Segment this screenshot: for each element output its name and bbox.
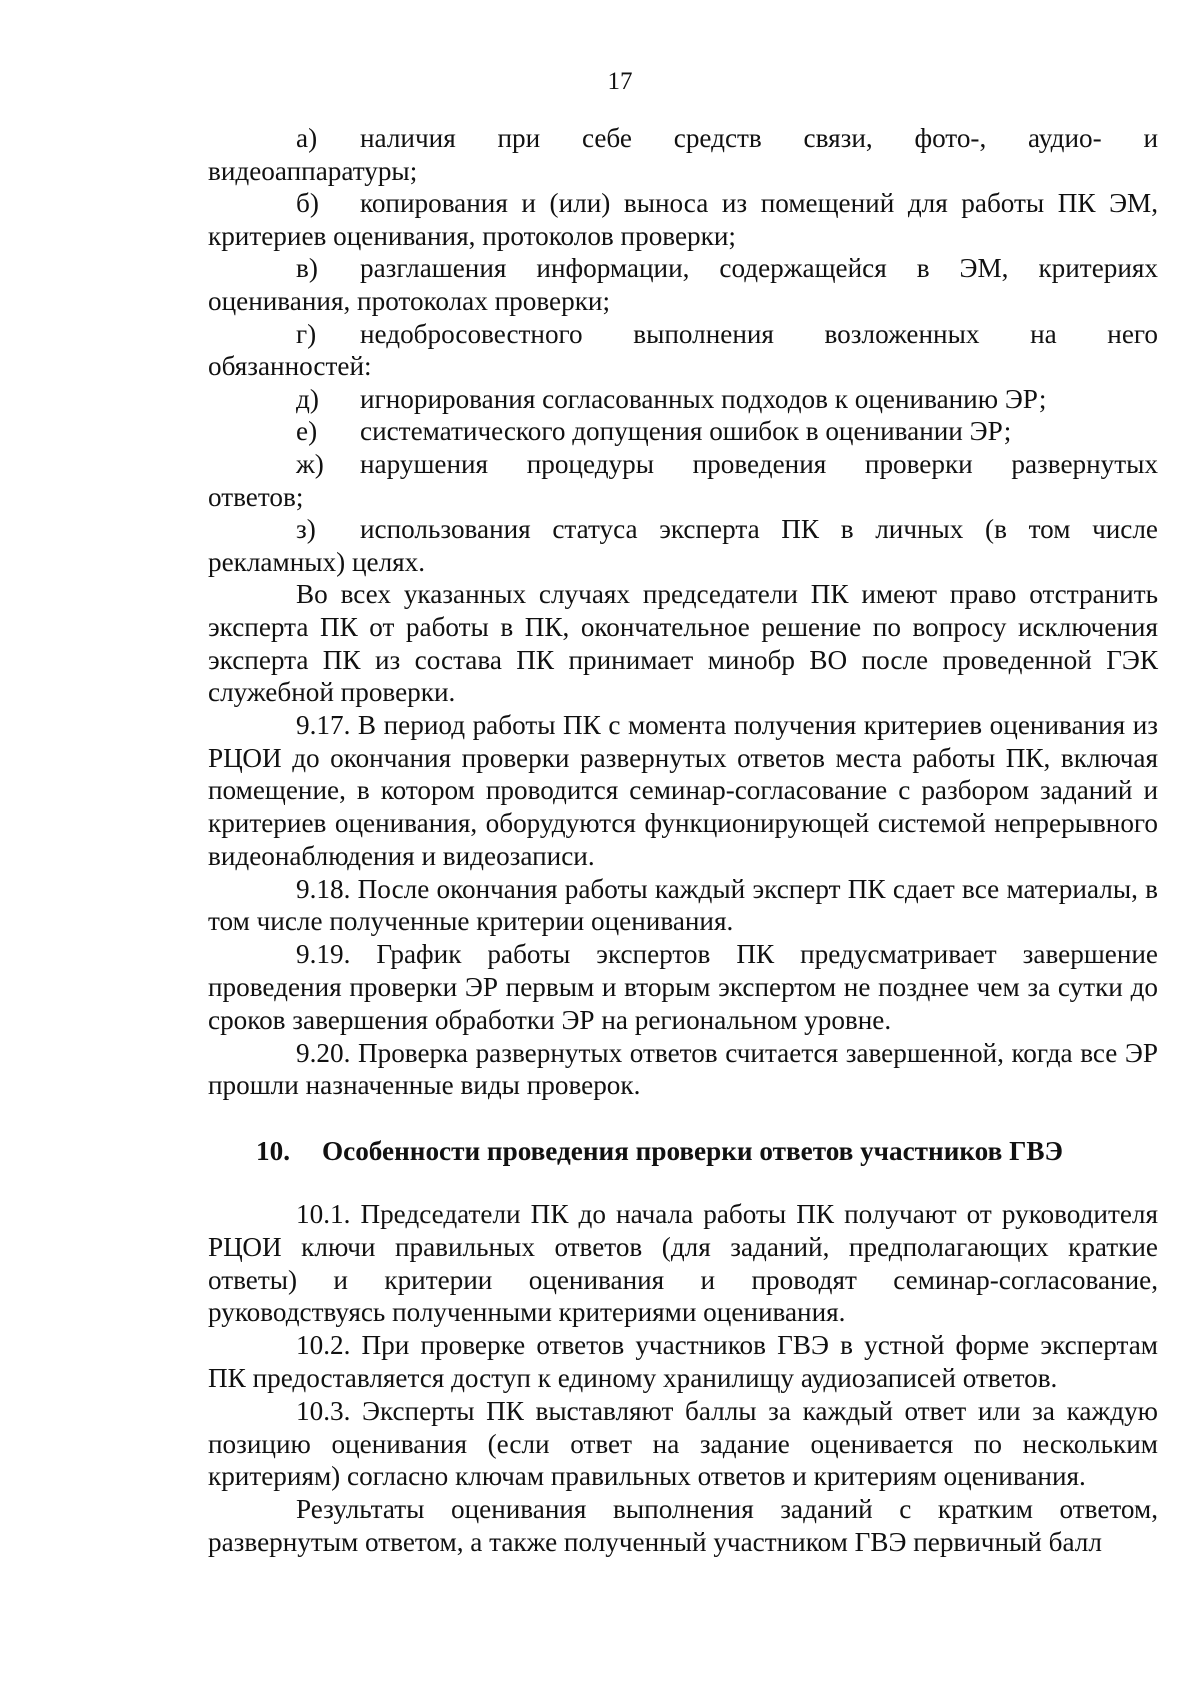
list-item — [208, 318, 1158, 383]
paragraph-results: Результаты оценивания выполнения заданий с кратким ответом, развернутым ответом, а также полученный участником ГВЭ первичный балл — [208, 1494, 1158, 1557]
list-item-text: нарушения процедуры проведения проверки развернутых — [360, 448, 1158, 479]
list-item-text: игнорирования согласованных подходов к оцениванию ЭР; — [360, 383, 1047, 414]
list-item-text: разглашения информации, содержащейся в ЭМ, критериях — [360, 253, 1158, 284]
list-item-label: а) — [296, 123, 318, 153]
paragraph-9-19: 9.19. График работы экспертов ПК предусматривает завершение проведения проверки ЭР первым и вторым экспертом не позднее чем за сутки до сроков завершения обработки ЭР на региональном уровне. — [208, 939, 1158, 1035]
list-item-continuation: видеоаппаратуры; — [208, 155, 418, 186]
list-item-label: г) — [296, 318, 317, 349]
list-item — [208, 415, 1158, 448]
list-item-continuation: ответов; — [208, 481, 304, 512]
list-item — [208, 252, 1158, 317]
paragraph-10-3: 10.3. Эксперты ПК выставляют баллы за каждый ответ или за каждую позицию оценивания (если ответ на задание оценивается по нескольким критериям) согласно ключам правильных ответов и критериям оценивания. — [208, 1395, 1158, 1492]
list-item-continuation: обязанностей: — [208, 351, 372, 382]
paragraph-9-17: 9.17. В период работы ПК с момента получения критериев оценивания из РЦОИ до окончания проверки развернутых ответов места работы ПК, включая помещение, в котором проводится семинар-согласование с разбором заданий и критериев оценивания, оборудуются функционирующей системой непрерывного видеонаблюдения и видеозаписи. — [208, 710, 1158, 871]
list-item-label: в) — [296, 253, 318, 284]
section-title: Особенности проведения проверки ответов участников ГВЭ — [322, 1135, 1063, 1166]
paragraph-10-1: 10.1. Председатели ПК до начала работы ПК получают от руководителя РЦОИ ключи правильных ответов (для заданий, предполагающих краткие ответы) и критерии оценивания и проводят семинар-согласование, руководствуясь полученными критериями оценивания. — [208, 1199, 1158, 1328]
list-item-label: е) — [296, 416, 318, 447]
list-item-label: з) — [296, 514, 316, 545]
list-item-label: ж) — [296, 448, 324, 479]
list-item-label: б) — [296, 188, 319, 219]
list-item — [208, 513, 1158, 578]
list-item — [208, 383, 1158, 416]
list-item-text: систематического допущения ошибок в оценивании ЭР; — [360, 416, 1012, 447]
list-item-label: д) — [296, 383, 319, 414]
page-number: 17 — [607, 68, 633, 95]
list-item-continuation: рекламных) целях. — [208, 546, 426, 577]
document-body — [208, 122, 1158, 1559]
paragraph-all-cases: Во всех указанных случаях председатели ПК имеют право отстранить эксперта ПК от работы в ПК, окончательное решение по вопросу исключения эксперта ПК из состава ПК принимает минобр ВО после проведенной ГЭК служебной проверки. — [208, 579, 1158, 708]
list-item-continuation: оценивания, протоколах проверки; — [208, 285, 611, 316]
paragraph-10-2: 10.2. При проверке ответов участников ГВЭ в устной форме экспертам ПК предоставляется доступ к единому хранилищу аудиозаписей ответов. — [208, 1330, 1158, 1393]
list-item-text: копирования и (или) выноса из помещений для работы ПК ЭМ, — [360, 188, 1158, 219]
list-item — [208, 187, 1158, 252]
section-number: 10. — [256, 1135, 290, 1166]
paragraph-9-18: 9.18. После окончания работы каждый эксперт ПК сдает все материалы, в том числе полученные критерии оценивания. — [208, 873, 1158, 937]
list-item-continuation: критериев оценивания, протоколов проверки; — [208, 220, 736, 251]
list-item-text: наличия при себе средств связи, фото-, аудио- и — [360, 123, 1158, 153]
list-item — [208, 448, 1158, 513]
paragraph-9-20: 9.20. Проверка развернутых ответов считается завершенной, когда все ЭР прошли назначенные виды проверок. — [208, 1037, 1158, 1101]
list-item — [208, 122, 1158, 187]
list-item-text: использования статуса эксперта ПК в личных (в том числе — [360, 514, 1158, 545]
section-heading — [208, 1135, 1158, 1168]
list-item-text: недобросовестного выполнения возложенных на него — [360, 318, 1158, 349]
prohibition-list — [208, 122, 1158, 578]
